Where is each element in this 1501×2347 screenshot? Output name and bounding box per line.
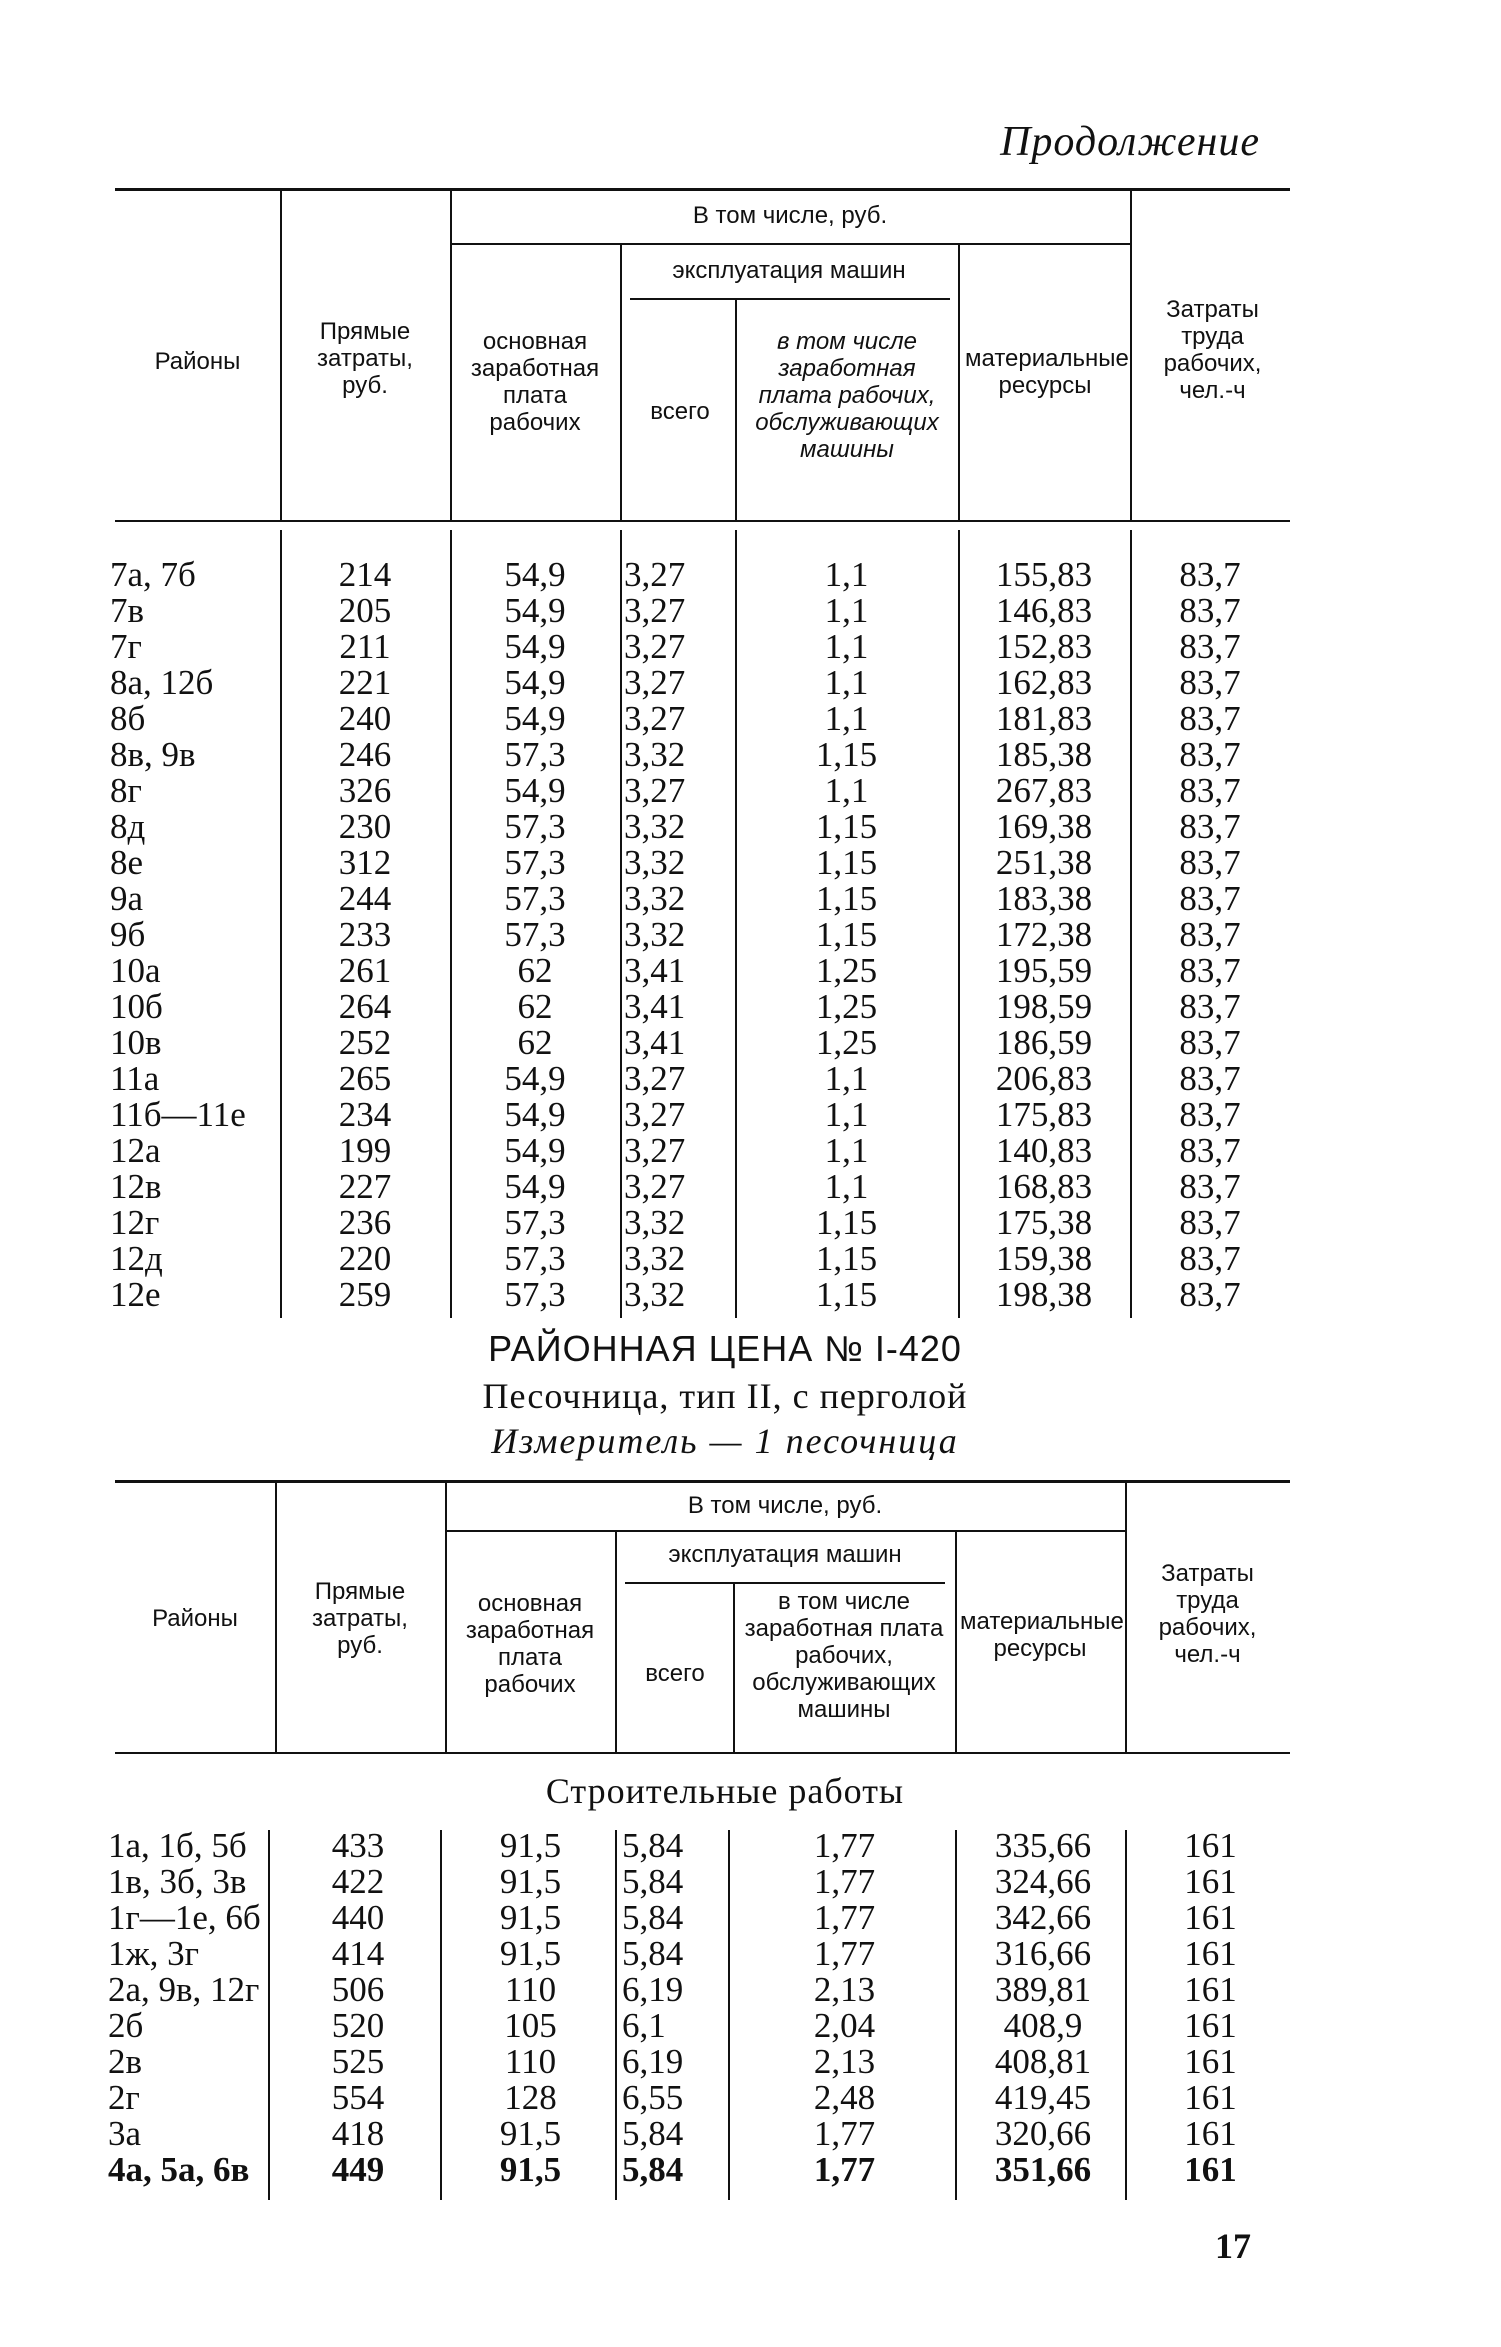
table2-vline: [733, 1584, 735, 1752]
cell-base-wage: 62: [517, 1023, 553, 1062]
cell-materials: 198,59: [995, 987, 1093, 1026]
cell-region: 8б: [110, 699, 146, 738]
cell-region: 2а, 9в, 12г: [108, 1970, 260, 2009]
cell-machine-wage: 1,1: [824, 1059, 869, 1098]
cell-materials: 186,59: [995, 1023, 1093, 1062]
price-measure: Измеритель — 1 песочница: [491, 1421, 959, 1461]
cell-materials: 175,38: [995, 1203, 1093, 1242]
table1-vline: [958, 245, 960, 520]
table-row: [108, 1936, 1293, 1972]
col-header-machine-wage: в том числе заработная плата рабочих, обслуживающих машины: [755, 328, 939, 463]
cell-direct-costs: 252: [338, 1023, 392, 1062]
cell-materials: 169,38: [995, 807, 1093, 846]
table2-sub-rule: [445, 1530, 1125, 1532]
cell-direct-costs: 246: [338, 735, 392, 774]
cell-labor: 83,7: [1179, 1095, 1241, 1134]
table1-vline: [1130, 190, 1132, 520]
cell-direct-costs: 205: [338, 591, 392, 630]
cell-machine-total: 5,84: [622, 1862, 684, 1901]
cell-region: 9б: [110, 915, 146, 954]
cell-region: 12е: [110, 1275, 161, 1314]
cell-labor: 83,7: [1179, 555, 1241, 594]
cell-labor: 83,7: [1179, 627, 1241, 666]
cell-machine-total: 3,27: [624, 1131, 686, 1170]
cell-materials: 251,38: [995, 843, 1093, 882]
cell-machine-total: 5,84: [622, 1826, 684, 1865]
cell-machine-total: 3,32: [624, 807, 686, 846]
table-row: [108, 1900, 1293, 1936]
cell-region: 12д: [110, 1239, 163, 1278]
cell-base-wage: 54,9: [504, 1095, 566, 1134]
cell-machine-total: 5,84: [622, 1898, 684, 1937]
cell-base-wage: 62: [517, 987, 553, 1026]
cell-machine-total: 3,27: [624, 1095, 686, 1134]
cell-labor: 83,7: [1179, 699, 1241, 738]
table1-vline: [620, 245, 622, 520]
section-title: Строительные работы: [545, 1771, 905, 1811]
table-row: [108, 1972, 1293, 2008]
cell-machine-total: 3,32: [624, 879, 686, 918]
col-header-machine-operation: эксплуатация машин: [668, 1541, 902, 1568]
col-header-base-wage: основная заработная плата рабочих: [465, 1590, 595, 1698]
cell-direct-costs: 236: [338, 1203, 392, 1242]
cell-machine-wage: 1,77: [813, 2150, 876, 2189]
cell-direct-costs: 220: [338, 1239, 392, 1278]
table-row: [110, 917, 1290, 953]
cell-base-wage: 57,3: [504, 735, 566, 774]
cell-base-wage: 128: [504, 2078, 557, 2117]
cell-region: 1г—1е, 6б: [108, 1898, 261, 1937]
cell-labor: 83,7: [1179, 591, 1241, 630]
table2-top-rule: [115, 1480, 1290, 1483]
cell-labor: 83,7: [1179, 1203, 1241, 1242]
cell-direct-costs: 525: [331, 2042, 385, 2081]
cell-machine-wage: 1,1: [824, 555, 869, 594]
cell-region: 8е: [110, 843, 144, 882]
table-row: [108, 2044, 1293, 2080]
cell-direct-costs: 506: [331, 1970, 385, 2009]
cell-region: 7а, 7б: [110, 555, 196, 594]
table2-header-bottom-rule: [115, 1752, 1290, 1754]
cell-direct-costs: 520: [331, 2006, 385, 2045]
table-row: [110, 1241, 1290, 1277]
cell-direct-costs: 199: [338, 1131, 392, 1170]
col-header-machine-total: всего: [650, 398, 710, 425]
cell-labor: 161: [1184, 1862, 1237, 1901]
cell-machine-total: 6,1: [622, 2006, 666, 2045]
cell-labor: 83,7: [1179, 663, 1241, 702]
table-row: [110, 773, 1290, 809]
table1-header-bottom-rule: [115, 520, 1290, 522]
col-header-materials: материальные ресурсы: [965, 345, 1129, 399]
cell-region: 7г: [110, 627, 142, 666]
cell-materials: 185,38: [995, 735, 1093, 774]
cell-base-wage: 105: [504, 2006, 557, 2045]
cell-base-wage: 57,3: [504, 915, 566, 954]
cell-materials: 324,66: [994, 1862, 1092, 1901]
cell-labor: 83,7: [1179, 1059, 1241, 1098]
col-header-including: В том числе, руб.: [692, 202, 888, 229]
cell-base-wage: 91,5: [499, 1934, 562, 1973]
table2-sub-rule: [625, 1582, 945, 1584]
table2-vline: [955, 1532, 957, 1752]
cell-region: 12г: [110, 1203, 160, 1242]
table-row: [110, 989, 1290, 1025]
col-header-base-wage: основная заработная плата рабочих: [470, 328, 600, 436]
cell-base-wage: 57,3: [504, 1239, 566, 1278]
col-header-labor: Затраты труда рабочих, чел.-ч: [1158, 1560, 1257, 1668]
cell-machine-wage: 1,1: [824, 771, 869, 810]
cell-direct-costs: 227: [338, 1167, 392, 1206]
cell-base-wage: 54,9: [504, 699, 566, 738]
table-row: [108, 2152, 1293, 2188]
table-row: [110, 1097, 1290, 1133]
cell-direct-costs: 259: [338, 1275, 392, 1314]
cell-machine-wage: 1,77: [813, 1862, 876, 1901]
cell-labor: 83,7: [1179, 1131, 1241, 1170]
cell-base-wage: 54,9: [504, 1167, 566, 1206]
table-row: [108, 1828, 1293, 1864]
cell-machine-wage: 1,1: [824, 1167, 869, 1206]
cell-machine-total: 3,41: [624, 1023, 686, 1062]
cell-machine-wage: 1,1: [824, 663, 869, 702]
table1-vline: [280, 190, 282, 520]
cell-direct-costs: 449: [331, 2150, 385, 2189]
cell-base-wage: 62: [517, 951, 553, 990]
cell-materials: 342,66: [994, 1898, 1092, 1937]
cell-materials: 140,83: [995, 1131, 1093, 1170]
cell-machine-wage: 1,1: [824, 699, 869, 738]
cell-materials: 198,38: [995, 1275, 1093, 1314]
cell-labor: 83,7: [1179, 735, 1241, 774]
cell-machine-total: 3,32: [624, 1239, 686, 1278]
table-row: [110, 1133, 1290, 1169]
cell-materials: 316,66: [994, 1934, 1092, 1973]
table-row: [110, 953, 1290, 989]
cell-direct-costs: 261: [338, 951, 392, 990]
cell-machine-wage: 1,15: [815, 1275, 878, 1314]
cell-materials: 320,66: [994, 2114, 1092, 2153]
cell-direct-costs: 214: [338, 555, 392, 594]
cell-machine-wage: 1,25: [815, 951, 878, 990]
table-row: [110, 737, 1290, 773]
table-row: [108, 1864, 1293, 1900]
cell-region: 12в: [110, 1167, 162, 1206]
cell-machine-total: 3,27: [624, 591, 686, 630]
cell-direct-costs: 554: [331, 2078, 385, 2117]
cell-machine-wage: 1,1: [824, 627, 869, 666]
col-header-materials: материальные ресурсы: [960, 1608, 1124, 1662]
cell-direct-costs: 422: [331, 1862, 385, 1901]
cell-materials: 351,66: [994, 2150, 1092, 2189]
cell-base-wage: 54,9: [504, 1059, 566, 1098]
table1-vline: [450, 190, 452, 520]
cell-direct-costs: 244: [338, 879, 392, 918]
cell-labor: 161: [1184, 2006, 1237, 2045]
cell-machine-wage: 1,1: [824, 1095, 869, 1134]
col-header-regions: Районы: [152, 1605, 238, 1632]
cell-machine-total: 3,32: [624, 1203, 686, 1242]
cell-base-wage: 110: [504, 1970, 557, 2009]
cell-machine-wage: 1,15: [815, 735, 878, 774]
cell-machine-wage: 1,77: [813, 2114, 876, 2153]
cell-labor: 83,7: [1179, 1239, 1241, 1278]
cell-direct-costs: 265: [338, 1059, 392, 1098]
cell-base-wage: 54,9: [504, 627, 566, 666]
cell-direct-costs: 221: [338, 663, 392, 702]
cell-machine-total: 3,27: [624, 699, 686, 738]
cell-materials: 175,83: [995, 1095, 1093, 1134]
cell-region: 3а: [108, 2114, 142, 2153]
table-row: [108, 2080, 1293, 2116]
cell-base-wage: 57,3: [504, 879, 566, 918]
cell-machine-wage: 2,04: [813, 2006, 876, 2045]
cell-machine-wage: 1,15: [815, 843, 878, 882]
cell-machine-wage: 2,13: [813, 2042, 876, 2081]
cell-base-wage: 91,5: [499, 2150, 562, 2189]
cell-base-wage: 110: [504, 2042, 557, 2081]
price-subtitle: Песочница, тип II, с перголой: [482, 1376, 968, 1416]
table-row: [110, 809, 1290, 845]
cell-materials: 419,45: [994, 2078, 1092, 2117]
cell-materials: 155,83: [995, 555, 1093, 594]
table-row: [110, 665, 1290, 701]
cell-materials: 408,9: [1003, 2006, 1083, 2045]
table-row: [110, 845, 1290, 881]
table1-body: [110, 557, 1290, 1313]
cell-region: 1в, 3б, 3в: [108, 1862, 247, 1901]
cell-labor: 83,7: [1179, 771, 1241, 810]
cell-materials: 408,81: [994, 2042, 1092, 2081]
cell-machine-total: 3,32: [624, 915, 686, 954]
cell-machine-wage: 1,77: [813, 1898, 876, 1937]
cell-base-wage: 91,5: [499, 2114, 562, 2153]
cell-direct-costs: 264: [338, 987, 392, 1026]
cell-machine-wage: 1,25: [815, 1023, 878, 1062]
cell-machine-total: 3,27: [624, 627, 686, 666]
cell-region: 11а: [110, 1059, 160, 1098]
cell-base-wage: 54,9: [504, 771, 566, 810]
table-row: [110, 593, 1290, 629]
cell-machine-total: 3,27: [624, 663, 686, 702]
cell-materials: 183,38: [995, 879, 1093, 918]
cell-direct-costs: 240: [338, 699, 392, 738]
cell-materials: 181,83: [995, 699, 1093, 738]
cell-base-wage: 57,3: [504, 807, 566, 846]
cell-region: 11б—11е: [110, 1095, 246, 1134]
table-row: [108, 2116, 1293, 2152]
table-row: [110, 1169, 1290, 1205]
cell-direct-costs: 433: [331, 1826, 385, 1865]
cell-base-wage: 91,5: [499, 1898, 562, 1937]
cell-region: 9а: [110, 879, 144, 918]
cell-machine-wage: 2,13: [813, 1970, 876, 2009]
cell-machine-wage: 1,1: [824, 591, 869, 630]
col-header-regions: Районы: [154, 348, 241, 375]
cell-machine-total: 3,27: [624, 1059, 686, 1098]
cell-machine-total: 3,27: [624, 555, 686, 594]
cell-labor: 161: [1184, 2150, 1237, 2189]
cell-labor: 83,7: [1179, 1167, 1241, 1206]
cell-base-wage: 57,3: [504, 1203, 566, 1242]
cell-machine-total: 5,84: [622, 2114, 684, 2153]
cell-base-wage: 54,9: [504, 591, 566, 630]
cell-labor: 83,7: [1179, 843, 1241, 882]
cell-labor: 83,7: [1179, 807, 1241, 846]
table2-vline: [275, 1482, 277, 1752]
cell-region: 2б: [108, 2006, 144, 2045]
table-row: [108, 2008, 1293, 2044]
cell-direct-costs: 234: [338, 1095, 392, 1134]
col-header-machine-wage: в том числе заработная плата рабочих, обслуживающих машины: [744, 1588, 944, 1723]
cell-machine-wage: 1,77: [813, 1826, 876, 1865]
cell-region: 1ж, 3г: [108, 1934, 200, 1973]
cell-region: 10а: [110, 951, 161, 990]
cell-base-wage: 57,3: [504, 1275, 566, 1314]
table-row: [110, 1277, 1290, 1313]
table1-sub-rule: [450, 243, 1130, 245]
cell-direct-costs: 230: [338, 807, 392, 846]
cell-materials: 162,83: [995, 663, 1093, 702]
cell-labor: 83,7: [1179, 951, 1241, 990]
cell-labor: 161: [1184, 1898, 1237, 1937]
cell-region: 7в: [110, 591, 145, 630]
cell-machine-total: 5,84: [622, 2150, 684, 2189]
cell-machine-wage: 1,15: [815, 807, 878, 846]
cell-region: 8г: [110, 771, 142, 810]
cell-materials: 389,81: [994, 1970, 1092, 2009]
cell-region: 2в: [108, 2042, 143, 2081]
table-row: [110, 701, 1290, 737]
table2-vline: [1125, 1482, 1127, 1752]
cell-machine-wage: 1,77: [813, 1934, 876, 1973]
cell-region: 1а, 1б, 5б: [108, 1826, 247, 1865]
cell-labor: 161: [1184, 1826, 1237, 1865]
cell-region: 8а, 12б: [110, 663, 214, 702]
cell-labor: 161: [1184, 1970, 1237, 2009]
cell-machine-total: 6,55: [622, 2078, 684, 2117]
cell-machine-total: 5,84: [622, 1934, 684, 1973]
cell-machine-wage: 1,15: [815, 1239, 878, 1278]
cell-labor: 161: [1184, 2114, 1237, 2153]
cell-labor: 161: [1184, 1934, 1237, 1973]
cell-machine-wage: 1,15: [815, 915, 878, 954]
continuation-label: Продолжение: [1000, 119, 1260, 165]
table1-vline: [735, 300, 737, 520]
cell-labor: 83,7: [1179, 915, 1241, 954]
cell-direct-costs: 233: [338, 915, 392, 954]
col-header-including: В том числе, руб.: [687, 1492, 883, 1519]
cell-base-wage: 57,3: [504, 843, 566, 882]
cell-direct-costs: 211: [339, 627, 391, 666]
cell-materials: 206,83: [995, 1059, 1093, 1098]
cell-materials: 267,83: [995, 771, 1093, 810]
table2-body: [108, 1828, 1293, 2188]
cell-direct-costs: 414: [331, 1934, 385, 1973]
cell-machine-total: 6,19: [622, 1970, 684, 2009]
cell-labor: 83,7: [1179, 987, 1241, 1026]
cell-region: 10б: [110, 987, 163, 1026]
table-row: [110, 557, 1290, 593]
cell-machine-total: 3,27: [624, 771, 686, 810]
cell-region: 8в, 9в: [110, 735, 196, 774]
cell-machine-total: 3,32: [624, 1275, 686, 1314]
cell-machine-total: 6,19: [622, 2042, 684, 2081]
cell-machine-total: 3,32: [624, 735, 686, 774]
table-row: [110, 629, 1290, 665]
cell-region: 10в: [110, 1023, 162, 1062]
cell-base-wage: 54,9: [504, 1131, 566, 1170]
col-header-direct-costs: Прямые затраты, руб.: [312, 1578, 408, 1659]
cell-machine-wage: 1,25: [815, 987, 878, 1026]
cell-machine-wage: 1,15: [815, 1203, 878, 1242]
cell-base-wage: 54,9: [504, 555, 566, 594]
col-header-direct-costs: Прямые затраты, руб.: [317, 318, 413, 399]
table-row: [110, 1025, 1290, 1061]
cell-base-wage: 91,5: [499, 1826, 562, 1865]
cell-base-wage: 91,5: [499, 1862, 562, 1901]
cell-region: 8д: [110, 807, 146, 846]
cell-labor: 83,7: [1179, 879, 1241, 918]
table1-sub-rule: [630, 298, 950, 300]
cell-direct-costs: 312: [338, 843, 392, 882]
cell-labor: 161: [1184, 2042, 1237, 2081]
cell-labor: 83,7: [1179, 1023, 1241, 1062]
cell-materials: 159,38: [995, 1239, 1093, 1278]
col-header-machine-operation: эксплуатация машин: [672, 257, 906, 284]
cell-materials: 335,66: [994, 1826, 1092, 1865]
table1-top-rule: [115, 188, 1290, 191]
page-number: 17: [1215, 2226, 1251, 2266]
cell-machine-wage: 1,15: [815, 879, 878, 918]
table-row: [110, 1061, 1290, 1097]
cell-labor: 161: [1184, 2078, 1237, 2117]
col-header-labor: Затраты труда рабочих, чел.-ч: [1163, 296, 1262, 404]
price-title: РАЙОННАЯ ЦЕНА № I-420: [488, 1328, 962, 1369]
cell-machine-total: 3,41: [624, 951, 686, 990]
table-row: [110, 1205, 1290, 1241]
cell-machine-wage: 1,1: [824, 1131, 869, 1170]
cell-direct-costs: 326: [338, 771, 392, 810]
col-header-machine-total: всего: [645, 1660, 705, 1687]
table2-vline: [445, 1482, 447, 1752]
cell-materials: 195,59: [995, 951, 1093, 990]
cell-direct-costs: 440: [331, 1898, 385, 1937]
cell-labor: 83,7: [1179, 1275, 1241, 1314]
table-row: [110, 881, 1290, 917]
cell-machine-total: 3,27: [624, 1167, 686, 1206]
cell-machine-total: 3,32: [624, 843, 686, 882]
cell-direct-costs: 418: [331, 2114, 385, 2153]
cell-region: 12а: [110, 1131, 161, 1170]
cell-materials: 152,83: [995, 627, 1093, 666]
cell-machine-total: 3,41: [624, 987, 686, 1026]
cell-materials: 146,83: [995, 591, 1093, 630]
cell-materials: 172,38: [995, 915, 1093, 954]
cell-machine-wage: 2,48: [813, 2078, 876, 2117]
cell-region: 4а, 5а, 6в: [108, 2150, 250, 2189]
cell-base-wage: 54,9: [504, 663, 566, 702]
cell-region: 2г: [108, 2078, 140, 2117]
cell-materials: 168,83: [995, 1167, 1093, 1206]
